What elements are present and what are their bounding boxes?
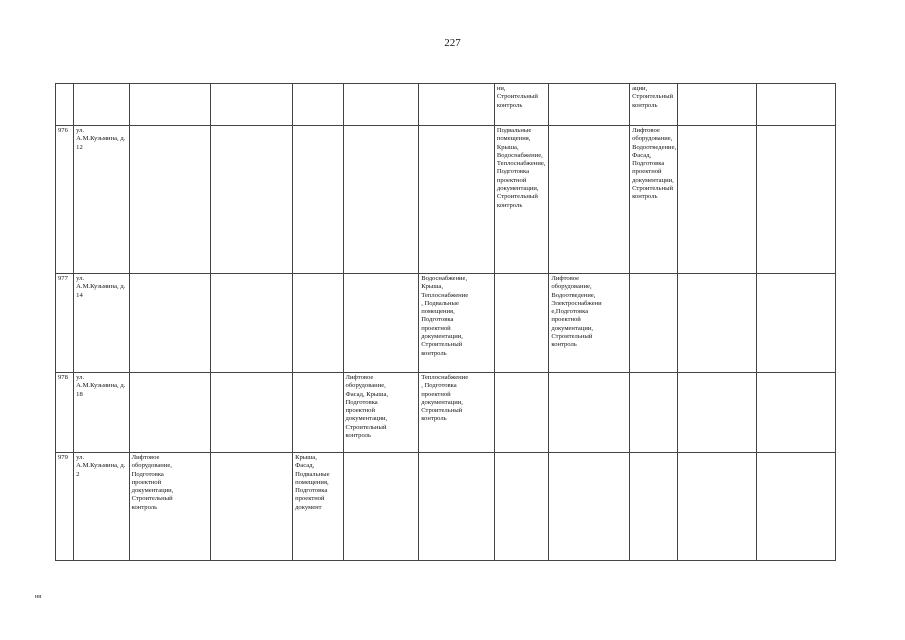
work-cell: [678, 453, 757, 561]
work-schedule-table: [55, 83, 836, 561]
work-cell: [293, 126, 343, 274]
work-cell: [549, 84, 630, 126]
row-number-cell: [56, 84, 74, 126]
page-number: 227: [444, 37, 461, 49]
work-cell: [549, 453, 630, 561]
work-cell: [757, 373, 836, 453]
work-cell: Лифтовое оборудование, Водоотведение, Электроснабжени е,Подготовка проектной документации, Строительный контроль: [549, 274, 630, 373]
work-cell: [343, 274, 419, 373]
address-cell: ул. А.М.Кузьмина, д. 2: [74, 453, 129, 561]
table-row: [56, 274, 836, 373]
table-row: [56, 453, 836, 561]
address-cell: ул. А.М.Кузьмина, д. 14: [74, 274, 129, 373]
work-cell: [630, 274, 678, 373]
work-cell: [494, 274, 548, 373]
work-cell: [757, 126, 836, 274]
work-cell: [343, 84, 419, 126]
row-number-cell: 977: [56, 274, 74, 373]
work-cell: [757, 84, 836, 126]
address-cell: ул. А.М.Кузьмина, д. 12: [74, 126, 129, 274]
work-cell: [129, 274, 211, 373]
work-cell: [678, 84, 757, 126]
work-cell: Лифтовое оборудование, Подготовка проектной документации, Строительный контроль: [129, 453, 211, 561]
work-cell: [494, 453, 548, 561]
table-row: [56, 373, 836, 453]
work-cell: [211, 84, 293, 126]
table-row: [56, 84, 836, 126]
work-cell: [343, 126, 419, 274]
work-cell: [293, 373, 343, 453]
work-cell: Теплоснабжение , Подготовка проектной документации, Строительный контроль: [419, 373, 495, 453]
work-cell: [293, 84, 343, 126]
row-number-cell: 979: [56, 453, 74, 561]
work-cell: [678, 274, 757, 373]
work-cell: Подвальные помещения, Крыша, Водоснабжение, Теплоснабжение, Подготовка проектной документации, Строительный контроль: [494, 126, 548, 274]
work-cell: [757, 274, 836, 373]
work-cell: ации, Строительный контроль: [630, 84, 678, 126]
work-cell: [129, 126, 211, 274]
work-cell: Лифтовое оборудование, Фасад, Крыша, Подготовка проектной документации, Строительный контроль: [343, 373, 419, 453]
row-number-cell: 978: [56, 373, 74, 453]
work-cell: [129, 373, 211, 453]
table-row: [56, 126, 836, 274]
work-cell: Лифтовое оборудование, Водоотведение, Фасад, Подготовка проектной документации, Строительный контроль: [630, 126, 678, 274]
work-cell: [211, 453, 293, 561]
work-cell: Крыша, Фасад, Подвальные помещения, Подготовка проектной документ: [293, 453, 343, 561]
work-cell: [678, 373, 757, 453]
work-cell: [630, 453, 678, 561]
address-cell: [74, 84, 129, 126]
work-cell: [293, 274, 343, 373]
work-cell: ни, Строительный контроль: [494, 84, 548, 126]
work-cell: [549, 373, 630, 453]
work-cell: [343, 453, 419, 561]
work-cell: [494, 373, 548, 453]
work-cell: [757, 453, 836, 561]
work-cell: [419, 126, 495, 274]
work-cell: Водоснабжение, Крыша, Теплоснабжение , Подвальные помещения, Подготовка проектной документации, Строительный контроль: [419, 274, 495, 373]
footer-mark: нн: [35, 594, 42, 600]
address-cell: ул. А.М.Кузьмина, д. 18: [74, 373, 129, 453]
work-cell: [211, 373, 293, 453]
work-cell: [419, 453, 495, 561]
work-cell: [211, 126, 293, 274]
row-number-cell: 976: [56, 126, 74, 274]
work-cell: [549, 126, 630, 274]
work-cell: [630, 373, 678, 453]
work-cell: [419, 84, 495, 126]
work-cell: [678, 126, 757, 274]
work-cell: [211, 274, 293, 373]
work-cell: [129, 84, 211, 126]
